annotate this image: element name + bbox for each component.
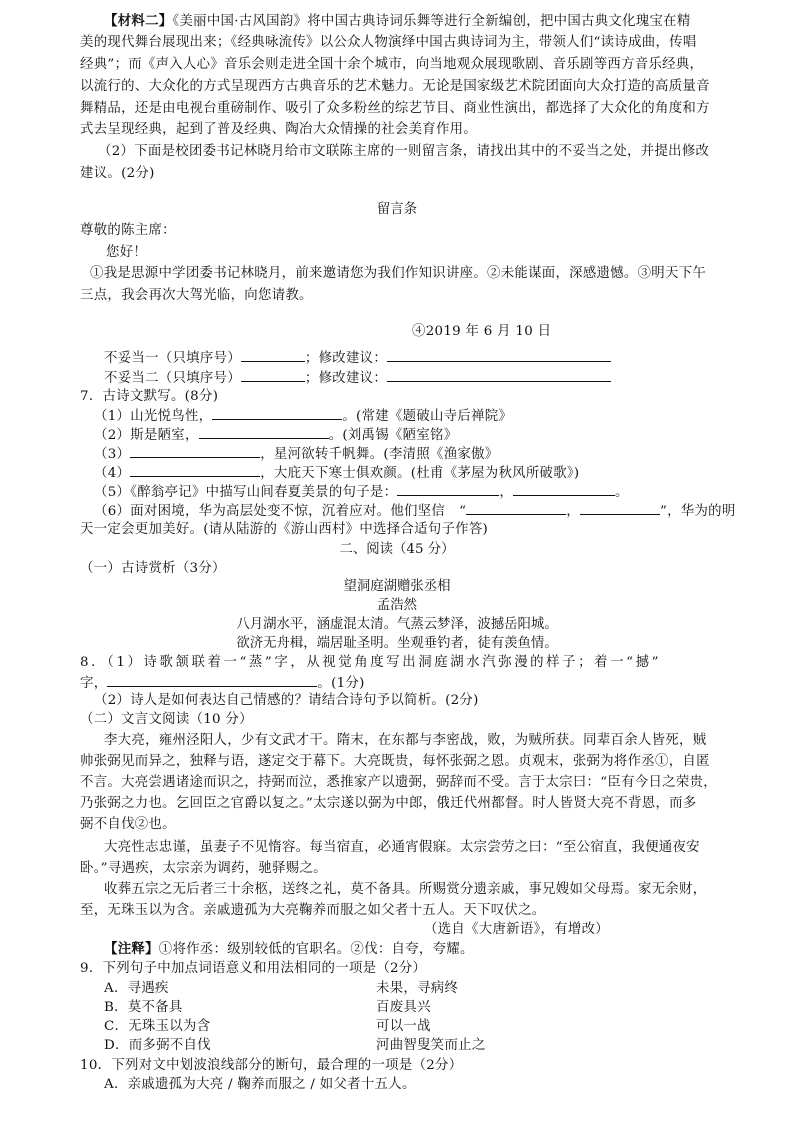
- q7-blank6b[interactable]: [580, 500, 660, 515]
- prose-p6: 大亮性志忠谨，虽妻子不见惰容。每当宿直，必通宵假寐。太宗尝劳之曰：“至公宿直，我便通夜安: [104, 840, 700, 855]
- q10-title: 10．下列对文中划波浪线部分的断句，最合理的一项是（2分）: [80, 1058, 463, 1073]
- q9-title: 9．下列句子中加点词语意义和用法相同的一项是（2分）: [80, 961, 427, 976]
- section2-title: 二、阅读（45 分）: [339, 542, 455, 557]
- q8-line3: （2）诗人是如何表达自己情感的？请结合诗句予以简析。(2分): [94, 693, 479, 708]
- material2-line6: 式去呈现经典，起到了普及经典、陶冶大众情操的社会美育作用。: [80, 122, 478, 137]
- prose-p7: 卧。”寻遇疾，太宗亲为调药，驰驿赐之。: [80, 861, 327, 876]
- q7-blank6a[interactable]: [466, 500, 566, 515]
- note-label: 【注释】: [104, 941, 159, 957]
- material2-label: 【材料二】: [104, 13, 173, 29]
- q8-blank[interactable]: [107, 672, 317, 687]
- q9-option-d-compare: 河曲智叟笑而止之: [376, 1038, 486, 1053]
- suggest1-blank[interactable]: [387, 347, 611, 362]
- prose-note: 【注释】①将作丞：级别较低的官职名。②伐：自夸，夸耀。: [104, 941, 474, 957]
- q9-option-b-compare: 百废具兴: [376, 1000, 431, 1015]
- prose-p8: 收葬五宗之无后者三十余柩，送终之礼，莫不备具。所赐赏分遗亲戚，事兄嫂如父母焉。家无余财，: [104, 882, 707, 897]
- q9-option-a: A．寻遇疾: [104, 981, 169, 996]
- note-body-line2: 三点，我会再次大驾光临，向您请教。: [80, 288, 313, 303]
- q7-blank3[interactable]: [130, 443, 260, 458]
- q9-option-c: C．无珠玉以为含: [104, 1019, 211, 1034]
- prose-p4: 乃张弼之力也。乞回臣之官爵以复之。”太宗遂以弼为中郎，俄迁代州都督。时人皆贤大亮不背恩，而多: [80, 796, 697, 811]
- note-hello: 您好！: [106, 245, 148, 260]
- q7-blank1[interactable]: [212, 405, 342, 420]
- prose-p3: 不言。大亮尝遇诸途而识之，持弼而泣，悉推家产以遗弼，弼辞而不受。言于太宗曰：“臣有今日之荣贵，: [80, 775, 717, 790]
- q9-option-b: B．莫不备具: [104, 1000, 183, 1015]
- poem-line2: 欲济无舟楫，端居耻圣明。坐观垂钓者，徒有羡鱼情。: [236, 636, 558, 651]
- suggest2-blank[interactable]: [387, 367, 611, 382]
- material2-line3: 经典”；而《声入人心》音乐会则走进全国十余个城市，向当地观众展现歌剧、音乐剧等西方音乐经典，: [80, 57, 704, 72]
- material2-line2: 美的现代舞台展现出来；《经典咏流传》以公众人物演绎中国古典诗词为主，带领人们“读诗成曲，传唱: [80, 35, 697, 50]
- poem-heading: （一）古诗赏析（3分）: [80, 561, 226, 576]
- q7-blank5b[interactable]: [513, 481, 615, 496]
- q2-line2: 建议。(2分): [80, 166, 155, 181]
- material2-line4: 以流行的、大众化的方式呈现西方古典音乐的艺术魅力。无论是国家级艺术院团面向大众打造的高质量音: [80, 79, 710, 94]
- prose-p5: 弼不自伐②也。: [80, 817, 176, 832]
- material2-line1: 【材料二】《美丽中国·古风国韵》将中国古典诗词乐舞等进行全新编创，把中国古典文化瑰宝在精: [104, 13, 691, 29]
- note-body-line1: ①我是思源中学团委书记林晓月，前来邀请您为我们作知识讲座。②未能谋面，深感遗憾。③明天下午: [90, 266, 707, 281]
- prose-p9: 至，无珠玉以为含。亲戚遗孤为大亮鞠养而服之如父者十五人。天下叹伏之。: [80, 903, 546, 918]
- q9-option-d: D．而多弼不自伐: [104, 1038, 211, 1053]
- q7-item6: （6）面对困境，华为高层处变不惊，沉着应对。他们坚信 “ ， ”，华为的明: [94, 500, 736, 522]
- improper-row-2: 不妥当二（只填序号） ；修改建议：: [104, 367, 611, 389]
- note-greeting: 尊敬的陈主席：: [80, 223, 176, 238]
- prose-p2: 帅张弼见而异之，独释与语，遂定交于幕下。大亮既贵，每怀张弼之恩。贞观末，张弼为将作丞①，自匿: [80, 754, 710, 769]
- q7-item3: （3） ，星河欲转千帆舞。(李清照《渔家傲》: [94, 443, 498, 465]
- q9-option-a-compare: 未果，寻病终: [376, 981, 459, 996]
- improper1-blank[interactable]: [241, 347, 305, 362]
- poem-line1: 八月湖水平，涵虚混太清。气蒸云梦泽，波撼岳阳城。: [236, 617, 558, 632]
- prose-heading: （二）文言文阅读（10 分）: [80, 712, 253, 727]
- q7-title: 7．古诗文默写。(8分): [80, 389, 219, 404]
- q9-option-c-compare: 可以一战: [376, 1019, 431, 1034]
- poem-author: 孟浩然: [376, 598, 418, 613]
- q7-item6-cont: 天一定会更加美好。(请从陆游的《游山西村》中选择合适句子作答): [80, 522, 489, 537]
- prose-p1: 李大亮，雍州泾阳人，少有文武才干。隋末，在东都与李密战，败，为贼所获。同辈百余人皆死，贼: [104, 733, 707, 748]
- q2-line1: （2）下面是校团委书记林晓月给市文联陈主席的一则留言条，请找出其中的不妥当之处，并提出修改: [98, 144, 710, 159]
- material2-line5: 舞精品，还是由电视台重磅制作、吸引了众多粉丝的综艺节目、商业性演出，都选择了大众化的角度和方: [80, 101, 710, 116]
- q7-item2: （2）斯是陋室， 。(刘禹锡《陋室铭》: [94, 424, 457, 446]
- q7-item5: （5）《醉翁亭记》中描写山间春夏美景的句子是： ， 。: [94, 481, 629, 503]
- q7-blank4[interactable]: [130, 462, 260, 477]
- q7-blank2[interactable]: [199, 424, 329, 439]
- q7-item1: （1）山光悦鸟性， 。(常建《题破山寺后禅院》: [94, 405, 512, 427]
- q10-option-a: A．亲戚遗孤为大亮 / 鞠养而服之 / 如父者十五人。: [104, 1077, 416, 1092]
- improper2-blank[interactable]: [241, 367, 305, 382]
- q7-blank5a[interactable]: [397, 481, 499, 496]
- prose-source: （选自《大唐新语》，有增改）: [424, 922, 609, 937]
- poem-title: 望洞庭湖赠张丞相: [343, 579, 451, 594]
- note-title: 留言条: [376, 202, 418, 217]
- note-date: ④2019 年 6 月 10 日: [412, 324, 552, 339]
- improper-row-1: 不妥当一（只填序号） ；修改建议：: [104, 347, 611, 369]
- q8-line2: 字， 。(1分): [80, 672, 365, 694]
- q8-line1: 8．（1）诗歌颔联着一“蒸”字，从视觉角度写出洞庭湖水汽弥漫的样子；着一“撼”: [80, 655, 662, 670]
- q7-item4: （4） ，大庇天下寒士俱欢颜。(杜甫《茅屋为秋风所破歌》): [94, 462, 579, 484]
